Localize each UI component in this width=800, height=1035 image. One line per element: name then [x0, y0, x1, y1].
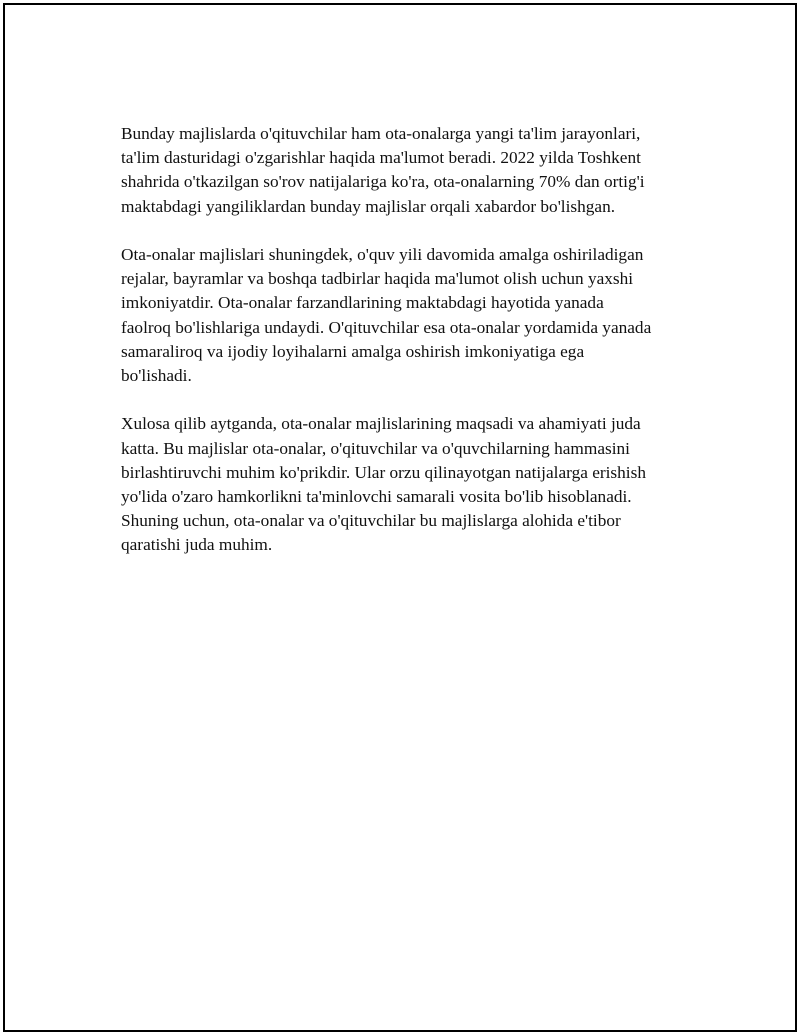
text-line: Ota-onalar majlislari shuningdek, o'quv yili davomida amalga oshiriladigan: [121, 245, 644, 264]
text-line: maktabdagi yangiliklardan bunday majlislar orqali xabardor bo'lishgan.: [121, 196, 616, 216]
text-line: Xulosa qilib aytganda, ota-onalar majlislarining maqsadi va ahamiyati juda: [121, 414, 641, 434]
text-line: imkoniyatdir. Ota-onalar farzandlarining maktabdagi hayotida yanada: [121, 293, 604, 313]
text-line: yo'lida o'zaro hamkorlikni ta'minlovchi samarali vosita bo'lib hisoblanadi.: [121, 487, 632, 507]
paragraph-3: [121, 412, 701, 557]
text-line: Shuning uchun, ota-onalar va o'qituvchilar bu majlislarga alohida e'tibor: [121, 511, 621, 531]
page-frame: [3, 3, 797, 1032]
text-line: rejalar, bayramlar va boshqa tadbirlar haqida ma'lumot olish uchun yaxshi: [121, 269, 634, 289]
text-line: birlashtiruvchi muhim ko'prikdir. Ular orzu qilinayotgan natijalarga erishish: [121, 462, 646, 482]
text-line: bo'lishadi.: [121, 366, 192, 386]
text-line: shahrida o'tkazilgan so'rov natijalariga ko'ra, ota-onalarning 70% dan ortig'i: [121, 172, 645, 192]
text-line: katta. Bu majlislar ota-onalar, o'qituvchilar va o'quvchilarning hammasini: [121, 438, 630, 458]
text-line: ta'lim dasturidagi o'zgarishlar haqida ma'lumot beradi. 2022 yilda Toshkent: [121, 148, 641, 168]
paragraph-1: [121, 122, 701, 219]
paragraph-2: [121, 243, 701, 388]
text-line: qaratishi juda muhim.: [121, 535, 273, 555]
text-line: samaraliroq va ijodiy loyihalarni amalga oshirish imkoniyatiga ega: [121, 341, 585, 361]
text-line: faolroq bo'lishlariga undaydi. O'qituvchilar esa ota-onalar yordamida yanada: [121, 317, 652, 337]
document-body: [121, 122, 701, 582]
text-line: Bunday majlislarda o'qituvchilar ham ota-onalarga yangi ta'lim jarayonlari,: [121, 124, 641, 143]
